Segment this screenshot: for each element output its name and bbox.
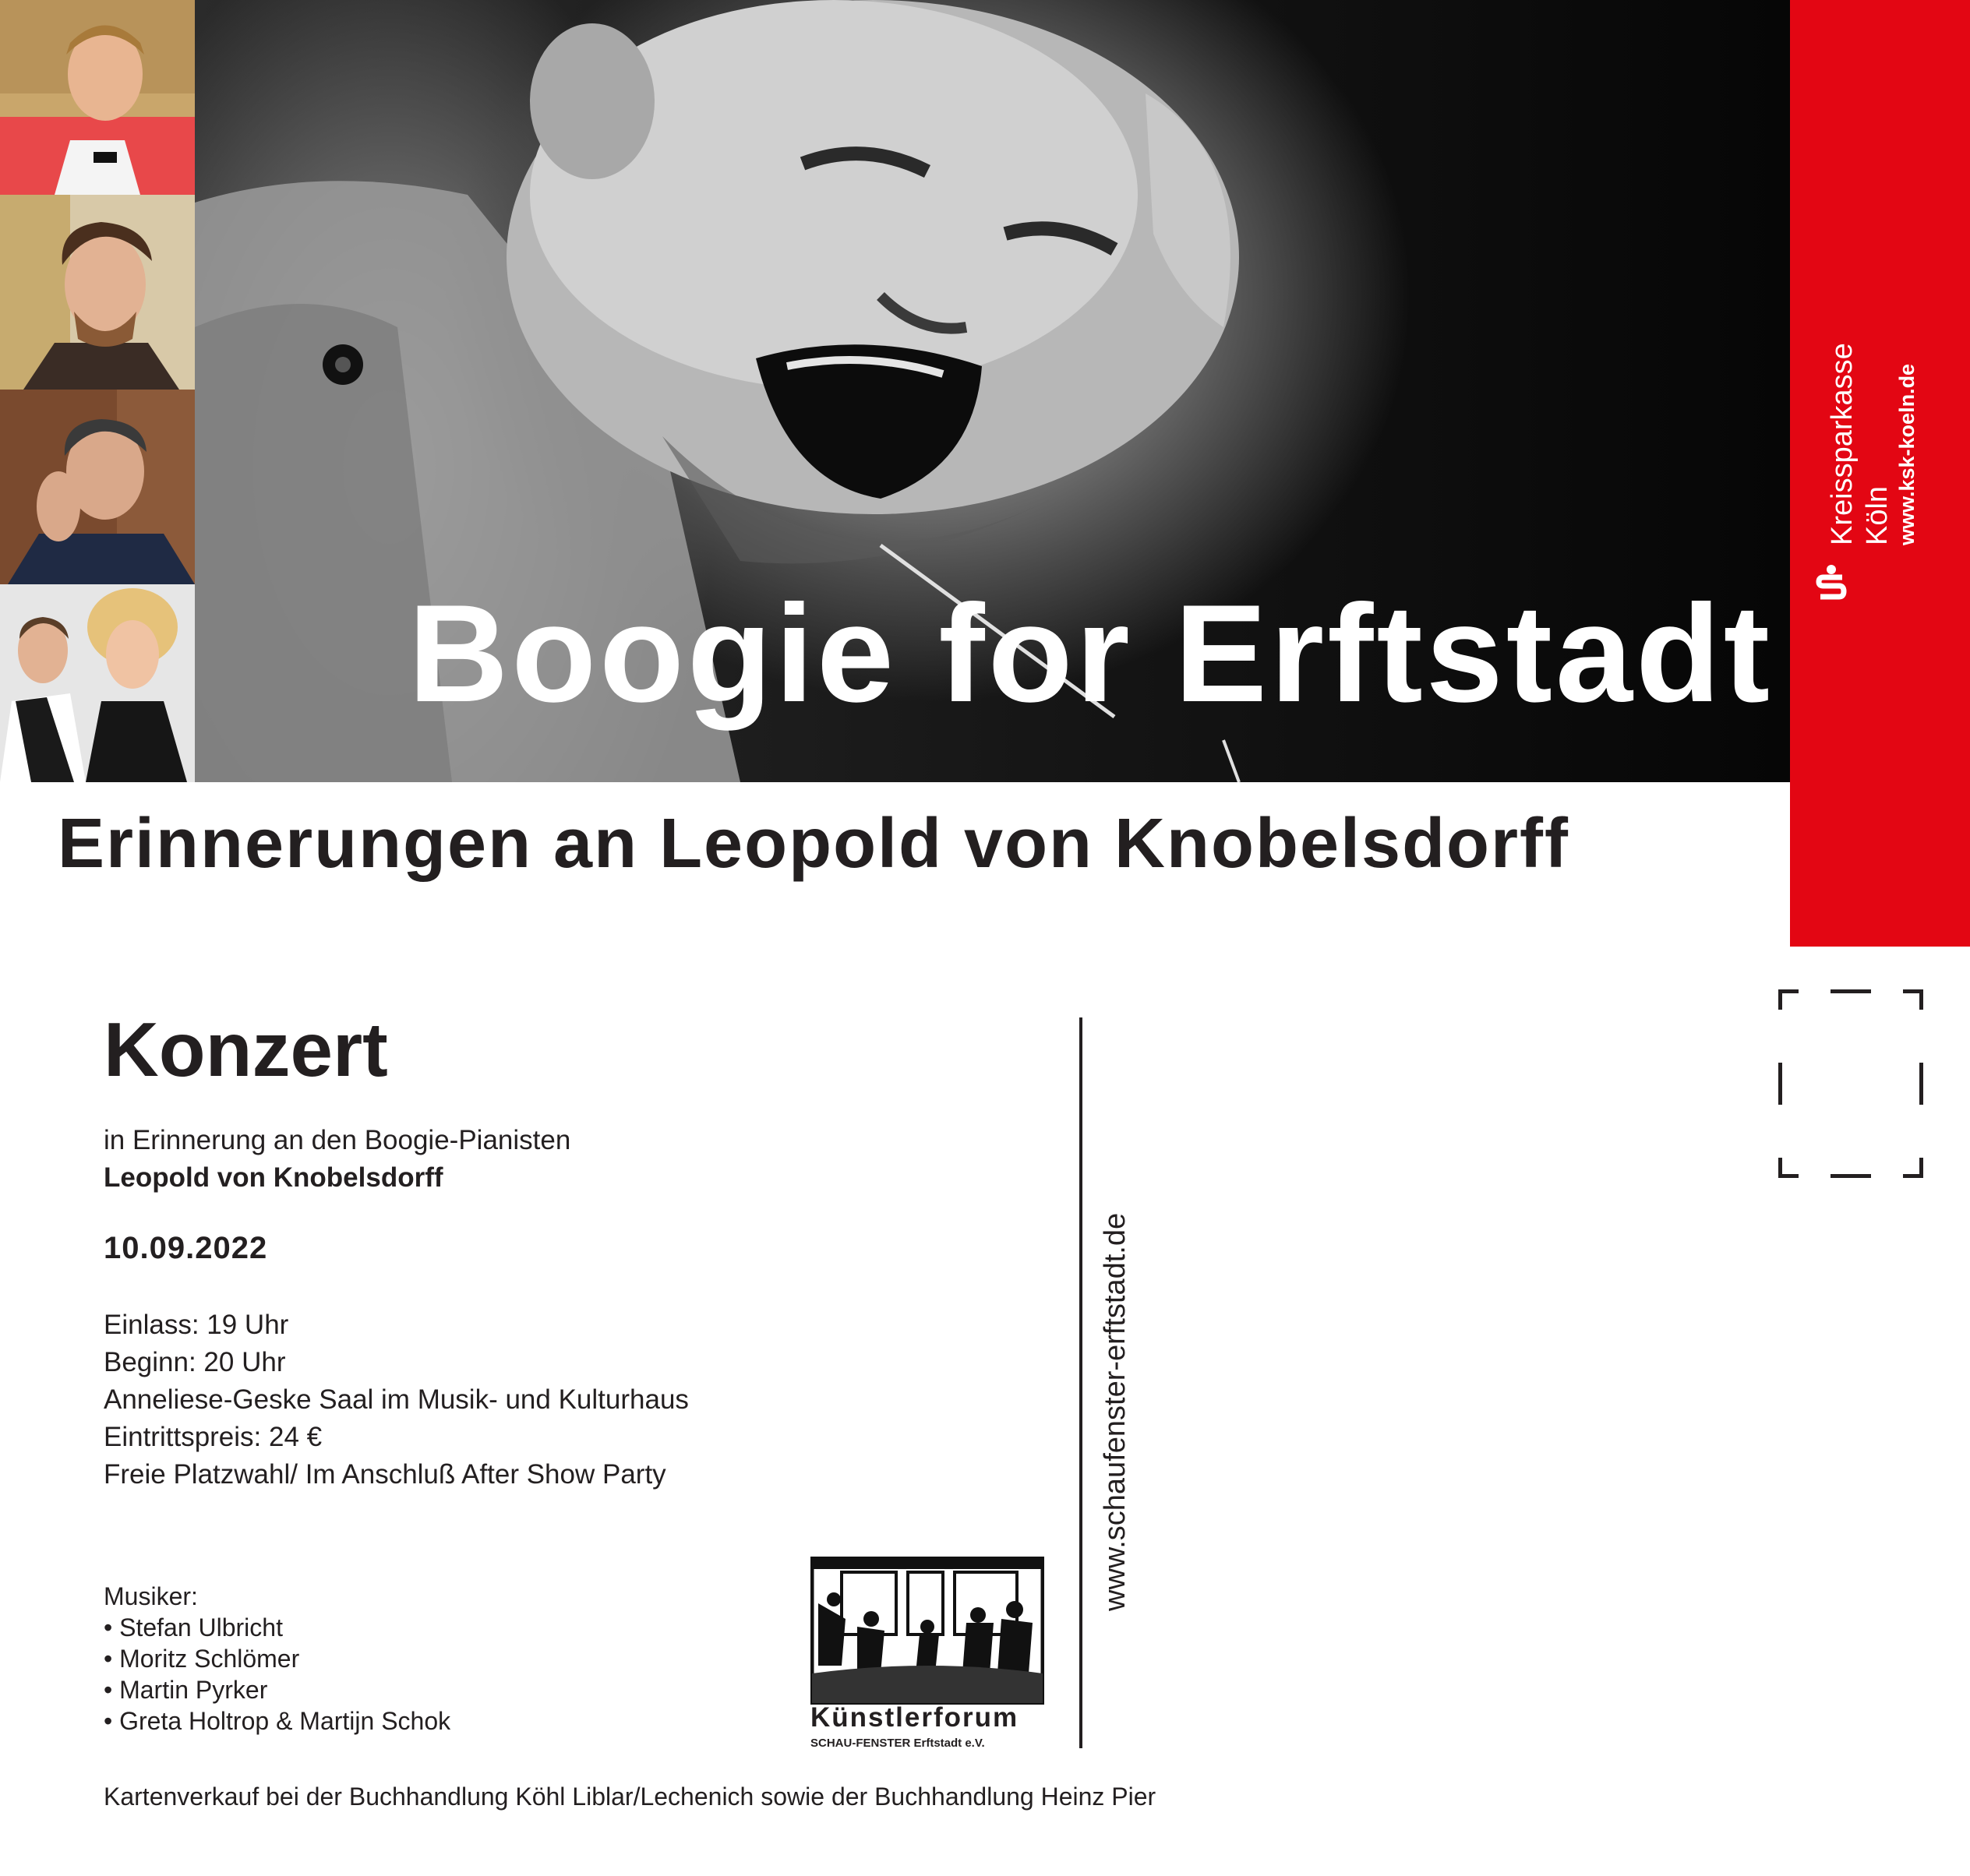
sparkasse-s-icon — [1816, 565, 1847, 602]
detail-line: Anneliese-Geske Saal im Musik- und Kulturhaus — [104, 1384, 689, 1415]
detail-line: Eintrittspreis: 24 € — [104, 1422, 323, 1452]
organizer-name: Künstlerforum — [810, 1702, 1019, 1733]
sponsor-name: Kreissparkasse — [1826, 343, 1859, 545]
musicians-label: Musiker: — [104, 1582, 198, 1610]
shop-window-crowd-icon — [810, 1557, 1044, 1705]
organizer-org: SCHAU-FENSTER Erftstadt e.V. — [810, 1737, 985, 1750]
detail-line: Freie Platzwahl/ Im Anschluß After Show Party — [104, 1459, 666, 1490]
musician-photo-3 — [0, 390, 195, 584]
concert-honoree: Leopold von Knobelsdorff — [104, 1162, 443, 1193]
concert-intro: in Erinnerung an den Boogie-Pianisten — [104, 1125, 571, 1155]
list-item: • Greta Holtrop & Martijn Schok — [104, 1707, 451, 1735]
concert-details — [104, 1306, 689, 1493]
subtitle: Erinnerungen an Leopold von Knobelsdorff — [58, 805, 1569, 883]
detail-line: Einlass: 19 Uhr — [104, 1310, 289, 1340]
hero-title: Boogie for Erftstadt — [408, 576, 1773, 731]
hero-photo — [195, 0, 1790, 782]
list-item: • Moritz Schlömer — [104, 1645, 300, 1673]
musician-photo-1 — [0, 0, 195, 195]
sponsor-city: Köln — [1861, 485, 1894, 545]
sponsor-logo[interactable] — [1816, 343, 1919, 592]
concert-heading: Konzert — [104, 1007, 388, 1092]
concert-date: 10.09.2022 — [104, 1231, 268, 1265]
musician-photo-2 — [0, 195, 195, 390]
stamp-box — [1778, 989, 1923, 1178]
musicians-list — [104, 1581, 450, 1737]
detail-line: Beginn: 20 Uhr — [104, 1347, 286, 1377]
list-item: • Stefan Ulbricht — [104, 1613, 283, 1642]
sponsor-url[interactable]: www.ksk-koeln.de — [1895, 363, 1919, 545]
musician-photo-4 — [0, 584, 195, 782]
vertical-divider — [1079, 1017, 1082, 1748]
ticket-sales-note: Kartenverkauf bei der Buchhandlung Köhl Liblar/Lechenich sowie der Buchhandlung Heinz Pier — [104, 1783, 1156, 1811]
website-link[interactable]: www.schaufenster-erftstadt.de — [1099, 1212, 1132, 1611]
list-item: • Martin Pyrker — [104, 1676, 268, 1704]
kuenstlerforum-logo — [810, 1557, 1044, 1705]
